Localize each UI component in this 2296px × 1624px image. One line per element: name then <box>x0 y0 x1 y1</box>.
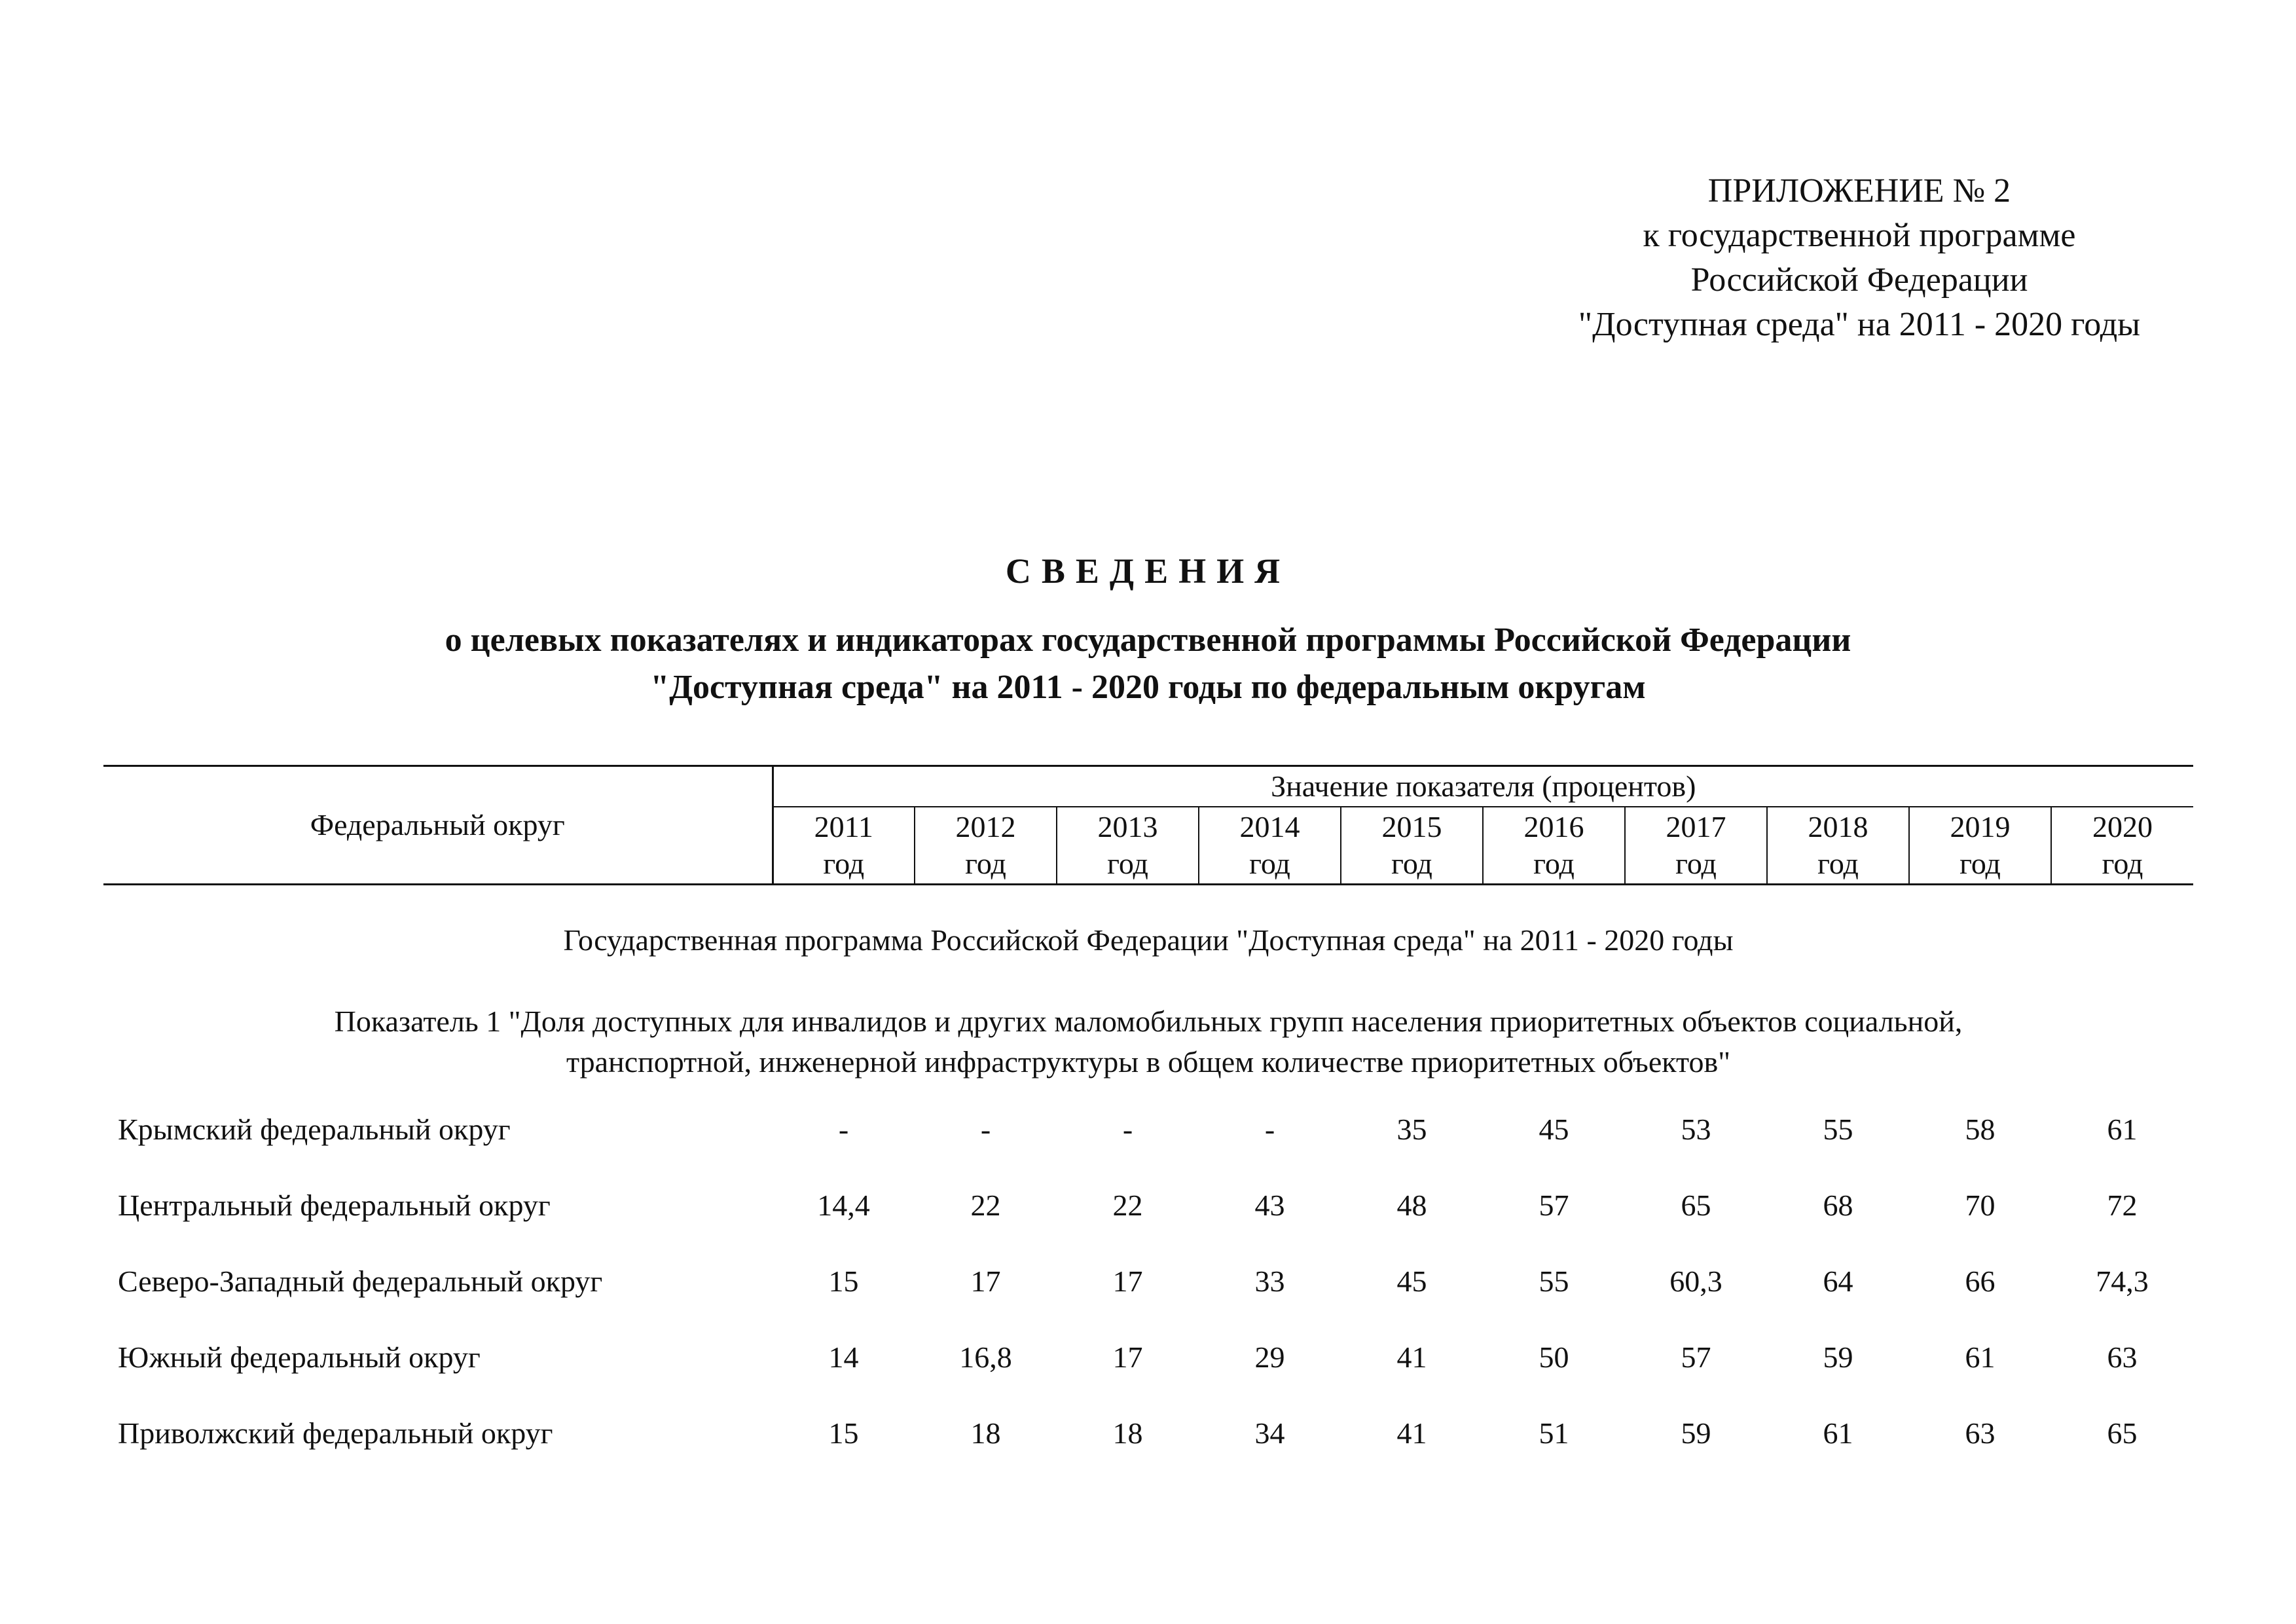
value-cell: 65 <box>1681 1188 1711 1222</box>
value-cell: 66 <box>1965 1264 1995 1298</box>
year-suffix: год <box>823 847 865 880</box>
year-column-header <box>1625 807 1767 885</box>
indicators-table <box>103 765 2193 1471</box>
appendix-line: к государственной программе <box>1643 217 2076 254</box>
year-suffix: год <box>1817 847 1859 880</box>
year-column-header <box>1199 807 1341 885</box>
indicator-caption-line: Показатель 1 "Доля доступных для инвалидов и других маломобильных групп населения приоритетных объектов социальной, <box>334 1005 1963 1038</box>
value-cell: 53 <box>1681 1112 1711 1146</box>
value-cell: 14,4 <box>817 1188 870 1222</box>
value-cell: - <box>980 1112 991 1146</box>
value-cell: 17 <box>1112 1264 1143 1298</box>
year-suffix: год <box>965 847 1006 880</box>
value-cell: 48 <box>1396 1188 1427 1222</box>
appendix-number: ПРИЛОЖЕНИЕ № 2 <box>1707 172 2011 210</box>
table-row <box>103 1091 2193 1167</box>
value-cell: 45 <box>1396 1264 1427 1298</box>
value-cell: 43 <box>1254 1188 1285 1222</box>
value-cell: 16,8 <box>959 1340 1012 1374</box>
year-column-header <box>1483 807 1625 885</box>
value-cell: 55 <box>1539 1264 1569 1298</box>
appendix-line: "Доступная среда" на 2011 - 2020 годы <box>1578 306 2141 343</box>
value-cell: 17 <box>970 1264 1001 1298</box>
value-cell: - <box>1122 1112 1133 1146</box>
value-cell: 61 <box>1823 1416 1853 1450</box>
value-cell: 14 <box>828 1340 859 1374</box>
indicator-caption-line: транспортной, инженерной инфраструктуры в общем количестве приоритетных объектов" <box>566 1045 1730 1079</box>
value-cell: 74,3 <box>2096 1264 2149 1298</box>
year-label: 2015 <box>1381 810 1442 843</box>
year-label: 2019 <box>1950 810 2011 843</box>
year-column-header <box>915 807 1057 885</box>
indicator-caption <box>103 980 2193 1091</box>
document-title: СВЕДЕНИЯ <box>1005 551 1291 591</box>
value-cell: 17 <box>1112 1340 1143 1374</box>
program-caption: Государственная программа Российской Федерации "Доступная среда" на 2011 - 2020 годы <box>563 923 1734 957</box>
value-cell: 29 <box>1254 1340 1285 1374</box>
year-label: 2020 <box>2092 810 2153 843</box>
value-cell: 35 <box>1396 1112 1427 1146</box>
value-cell: 18 <box>1112 1416 1143 1450</box>
value-cell: 68 <box>1823 1188 1853 1222</box>
value-cell: - <box>838 1112 849 1146</box>
year-suffix: год <box>1391 847 1432 880</box>
year-column-header <box>1909 807 2051 885</box>
value-cell: 58 <box>1965 1112 1995 1146</box>
value-cell: 63 <box>1965 1416 1995 1450</box>
appendix-block <box>1532 169 2187 347</box>
year-label: 2017 <box>1666 810 1726 843</box>
value-cell: 55 <box>1823 1112 1853 1146</box>
year-suffix: год <box>1675 847 1717 880</box>
document-heading <box>0 545 2296 711</box>
year-label: 2016 <box>1523 810 1584 843</box>
value-cell: 70 <box>1965 1188 1995 1222</box>
year-column-header <box>773 807 915 885</box>
region-name: Центральный федеральный округ <box>118 1188 551 1222</box>
year-label: 2011 <box>814 810 873 843</box>
year-label: 2012 <box>955 810 1016 843</box>
value-cell: 61 <box>2107 1112 2138 1146</box>
year-label: 2013 <box>1097 810 1158 843</box>
table-row <box>103 1167 2193 1243</box>
value-cell: 65 <box>2107 1416 2138 1450</box>
value-cell: 60,3 <box>1669 1264 1722 1298</box>
value-cell: 64 <box>1823 1264 1853 1298</box>
value-cell: 41 <box>1396 1416 1427 1450</box>
table-row <box>103 1319 2193 1395</box>
year-column-header <box>1341 807 1483 885</box>
year-suffix: год <box>2102 847 2143 880</box>
year-column-header <box>2051 807 2193 885</box>
region-name: Крымский федеральный округ <box>118 1112 511 1146</box>
value-cell: 22 <box>970 1188 1001 1222</box>
value-cell: 15 <box>828 1416 859 1450</box>
year-suffix: год <box>1533 847 1575 880</box>
value-cell: 61 <box>1965 1340 1995 1374</box>
year-suffix: год <box>1959 847 2001 880</box>
region-name: Южный федеральный округ <box>118 1340 481 1374</box>
region-name: Приволжский федеральный округ <box>118 1416 553 1450</box>
value-column-header: Значение показателя (процентов) <box>773 766 2193 807</box>
value-cell: 51 <box>1539 1416 1569 1450</box>
subtitle-line: "Доступная среда" на 2011 - 2020 годы по федеральным округам <box>650 669 1646 706</box>
table-row <box>103 1395 2193 1471</box>
value-cell: 57 <box>1681 1340 1711 1374</box>
value-cell: 34 <box>1254 1416 1285 1450</box>
value-cell: 22 <box>1112 1188 1143 1222</box>
value-cell: - <box>1264 1112 1275 1146</box>
value-cell: 15 <box>828 1264 859 1298</box>
value-cell: 33 <box>1254 1264 1285 1298</box>
appendix-line: Российской Федерации <box>1690 261 2028 299</box>
year-column-header <box>1767 807 1909 885</box>
value-cell: 45 <box>1539 1112 1569 1146</box>
value-cell: 57 <box>1539 1188 1569 1222</box>
table-row <box>103 1243 2193 1319</box>
value-cell: 59 <box>1681 1416 1711 1450</box>
year-label: 2014 <box>1239 810 1300 843</box>
year-label: 2018 <box>1808 810 1868 843</box>
value-cell: 41 <box>1396 1340 1427 1374</box>
year-suffix: год <box>1249 847 1290 880</box>
value-cell: 63 <box>2107 1340 2138 1374</box>
value-cell: 18 <box>970 1416 1001 1450</box>
year-column-header <box>1057 807 1199 885</box>
value-cell: 72 <box>2107 1188 2138 1222</box>
document-subtitle <box>0 617 2296 711</box>
subtitle-line: о целевых показателях и индикаторах государственной программы Российской Федерации <box>445 621 1851 659</box>
region-name: Северо-Западный федеральный округ <box>118 1264 603 1298</box>
region-column-header: Федеральный округ <box>103 766 773 885</box>
year-suffix: год <box>1107 847 1148 880</box>
value-cell: 50 <box>1539 1340 1569 1374</box>
value-cell: 59 <box>1823 1340 1853 1374</box>
